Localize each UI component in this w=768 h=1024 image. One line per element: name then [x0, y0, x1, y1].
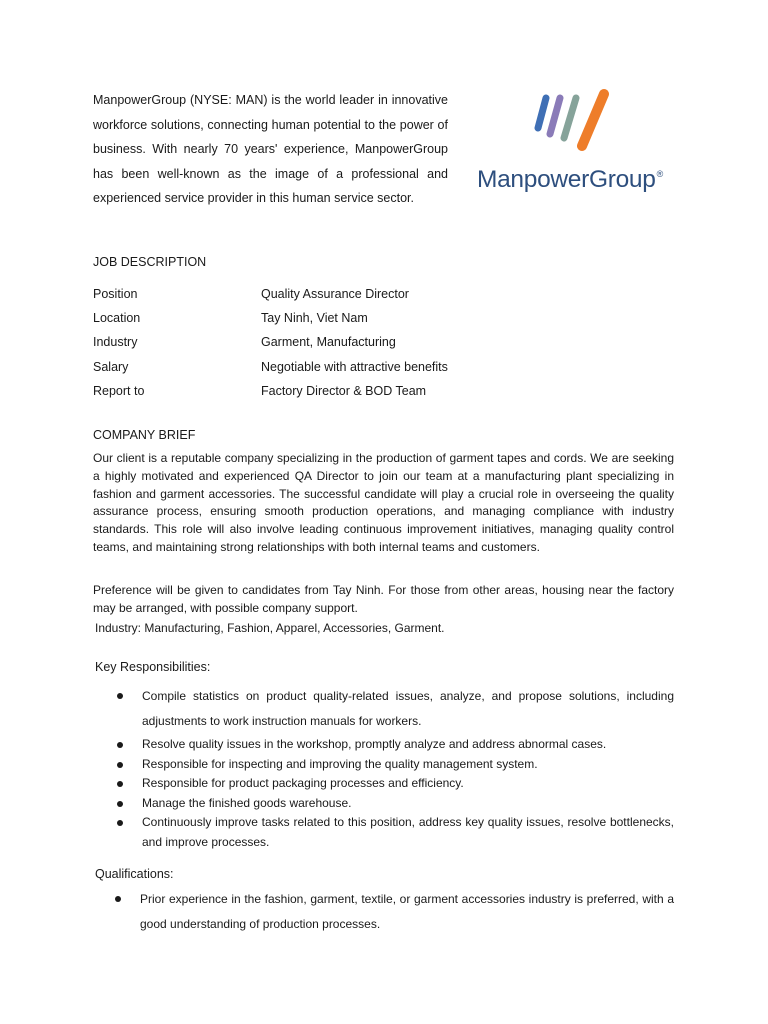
company-brief-paragraph: Our client is a reputable company specializing in the production of garment tapes and cords. We are seeking a highly motivated and experienced QA Director to join our team at a manufacturing plant specializing in fashion and garment accessories. The successful candidate will play a crucial role in overseeing the quality assurance process, ensuring smooth production operations, and managing compliance with industry standards. This role will also involve leading continuous improvement initiatives, managing quality control teams, and maintaining strong relationships with both internal teams and customers.: [93, 451, 674, 554]
manpowergroup-logo: [474, 86, 679, 198]
bullet-icon: [117, 781, 123, 787]
list-item: Compile statistics on product quality-related issues, analyze, and propose solutions, including adjustments to work instruction manuals for workers.: [117, 684, 674, 733]
company-brief-heading: COMPANY BRIEF: [93, 428, 196, 442]
list-item: Manage the finished goods warehouse.: [117, 794, 674, 814]
bullet-icon: [117, 742, 123, 748]
jd-label: Industry: [93, 335, 138, 349]
logo-wordmark: ManpowerGroup®: [477, 166, 663, 193]
company-preference-paragraph: Preference will be given to candidates from Tay Ninh. For those from other areas, housing near the factory may be arranged, with possible company support.: [93, 583, 674, 615]
list-item: Prior experience in the fashion, garment, textile, or garment accessories industry is preferred, with a good understanding of production processes.: [115, 887, 674, 937]
jd-value: Quality Assurance Director: [261, 287, 409, 301]
list-item: Responsible for product packaging processes and efficiency.: [117, 774, 674, 794]
jd-label: Location: [93, 311, 141, 325]
qualifications-heading: Qualifications:: [95, 867, 174, 881]
industry-line: Industry: Manufacturing, Fashion, Apparel, Accessories, Garment.: [95, 621, 445, 635]
qualifications-list: [115, 887, 674, 937]
jd-label: Position: [93, 287, 138, 301]
responsibilities-heading: Key Responsibilities:: [95, 660, 211, 674]
bullet-icon: [115, 896, 121, 902]
bullet-icon: [117, 801, 123, 807]
responsibilities-list: [117, 684, 674, 852]
jd-value: Negotiable with attractive benefits: [261, 360, 448, 374]
jd-value: Tay Ninh, Viet Nam: [261, 311, 368, 325]
list-item: Continuously improve tasks related to this position, address key quality issues, resolve bottlenecks, and improve processes.: [117, 813, 674, 852]
bullet-icon: [117, 820, 123, 826]
company-intro: ManpowerGroup (NYSE: MAN) is the world leader in innovative workforce solutions, connecting human potential to the power of business. With nearly 70 years' experience, ManpowerGroup has been well-known as the image of a professional and experienced service provider in this human service sector.: [93, 93, 448, 206]
bullet-icon: [117, 693, 123, 699]
jd-value: Garment, Manufacturing: [261, 335, 396, 349]
list-item: Responsible for inspecting and improving the quality management system.: [117, 755, 674, 775]
bullet-icon: [117, 762, 123, 768]
jd-label: Report to: [93, 384, 145, 398]
jd-value: Factory Director & BOD Team: [261, 384, 427, 398]
jd-label: Salary: [93, 360, 129, 374]
job-description-heading: JOB DESCRIPTION: [93, 255, 207, 269]
logo-mark-icon: [474, 86, 679, 166]
list-item: Resolve quality issues in the workshop, promptly analyze and address abnormal cases.: [117, 735, 674, 755]
